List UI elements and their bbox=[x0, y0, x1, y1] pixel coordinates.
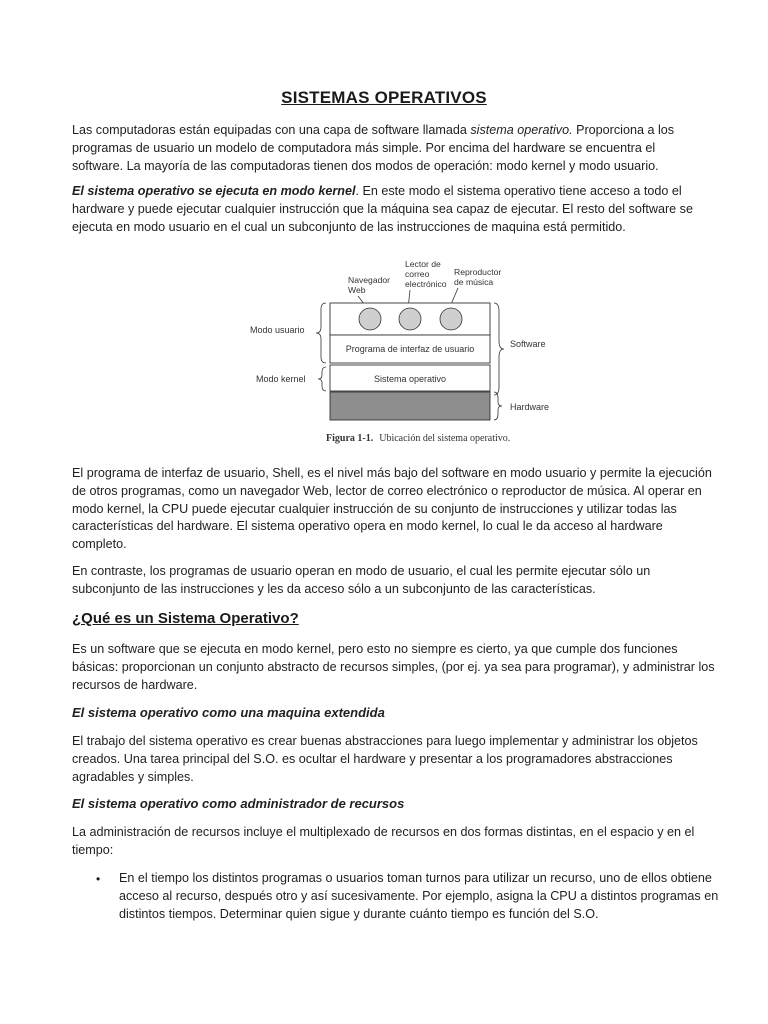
figure-os-location bbox=[240, 255, 550, 450]
paragraph-intro bbox=[72, 122, 700, 175]
intro-text-after: Proporciona a los programas de usuario un modelo de computadora más simple. Por encima del hardware se encuentra el software. La mayoría de las computadoras tienen dos modos de operación: modo kernel y modo usuario. bbox=[72, 123, 675, 173]
list-item-tiempo: En el tiempo los distintos programas o usuarios toman turnos para utilizar un recurso, uno de ellos obtiene acceso al recurso, después otro y así sucesivamente. Por ejemplo, asigna la CPU a distintos programas en distintos tiempos. Determinar quien sigue y durante cuánto tiempo es función del S.O. bbox=[119, 871, 719, 921]
intro-term-sistema-operativo: sistema operativo. bbox=[470, 123, 573, 137]
paragraph-kernel-mode bbox=[72, 183, 700, 236]
page-title: SISTEMAS OPERATIVOS bbox=[281, 88, 487, 107]
os-layer-label: Sistema operativo bbox=[373, 374, 447, 384]
intro-text-before: Las computadoras están equipadas con una capa de software llamada bbox=[72, 123, 471, 137]
section-heading-que-es: ¿Qué es un Sistema Operativo? bbox=[72, 610, 299, 627]
paragraph-shell: El programa de interfaz de usuario, Shell, es el nivel más bajo del software en modo usuario y permite la ejecución de otros programas, como un navegador Web, lector de correo electrónico o reproductor de música. Al operar en modo kernel, la CPU puede ejecutar cualquier instrucción de su conjunto de instrucciones y utilizar todas las características del hardware. El sistema operativo opera en modo kernel, lo cual le da acceso al hardware completo. bbox=[72, 466, 712, 552]
bullet-icon: • bbox=[96, 872, 101, 886]
hardware-layer bbox=[330, 392, 490, 420]
shell-layer-label: Programa de interfaz de usuario bbox=[345, 344, 475, 354]
label-software: Software bbox=[510, 339, 546, 349]
kernel-mode-lead: El sistema operativo se ejecuta en modo kernel bbox=[72, 184, 356, 198]
figure-caption bbox=[326, 433, 510, 444]
paragraph-multiplexado: La administración de recursos incluye el multiplexado de recursos en dos formas distintas, en el espacio y en el tiempo: bbox=[72, 825, 695, 857]
app-circle-musica bbox=[440, 308, 462, 330]
paragraph-user-mode: En contraste, los programas de usuario operan en modo de usuario, el cual les permite ejecutar sólo un subconjunto de las instrucciones y les da acceso sólo a un subconjunto de las características. bbox=[72, 564, 651, 596]
label-reproductor-musica: Reproductor de música bbox=[454, 267, 502, 287]
label-hardware: Hardware bbox=[510, 402, 550, 412]
subheading-maquina-extendida: El sistema operativo como una maquina extendida bbox=[72, 705, 385, 720]
figure-caption-text: Ubicación del sistema operativo. bbox=[379, 433, 511, 444]
subheading-administrador-recursos: El sistema operativo como administrador de recursos bbox=[72, 796, 405, 811]
paragraph-abstracciones: El trabajo del sistema operativo es crear buenas abstracciones para luego implementar y administrar los objetos creados. Una tarea principal del S.O. es ocultar el hardware y presentar a los programadores abstracciones agradables y simples. bbox=[72, 734, 698, 784]
label-modo-kernel: Modo kernel bbox=[256, 374, 306, 384]
kernel-mode-text: . En este modo el sistema operativo tiene acceso a todo el hardware y puede ejecutar cualquier instrucción que la máquina sea capaz de ejecutar. El resto del software se ejecuta en modo usuario en el cual un subconjunto de las instrucciones de maquina está permitido. bbox=[72, 184, 693, 234]
app-circle-navegador bbox=[359, 308, 381, 330]
figure-caption-number: Figura 1-1. bbox=[326, 433, 374, 444]
label-navegador-web: Navegador Web bbox=[348, 275, 391, 295]
label-lector-correo: Lector de correo electrónico bbox=[405, 259, 447, 289]
app-circle-correo bbox=[399, 308, 421, 330]
label-modo-usuario: Modo usuario bbox=[250, 325, 305, 335]
paragraph-definition: Es un software que se ejecuta en modo kernel, pero esto no siempre es cierto, ya que cumple dos funciones básicas: proporcionan un conjunto abstracto de recursos simples, (por ej. ya sea para programar), y administrar los recursos de hardware. bbox=[72, 642, 715, 692]
